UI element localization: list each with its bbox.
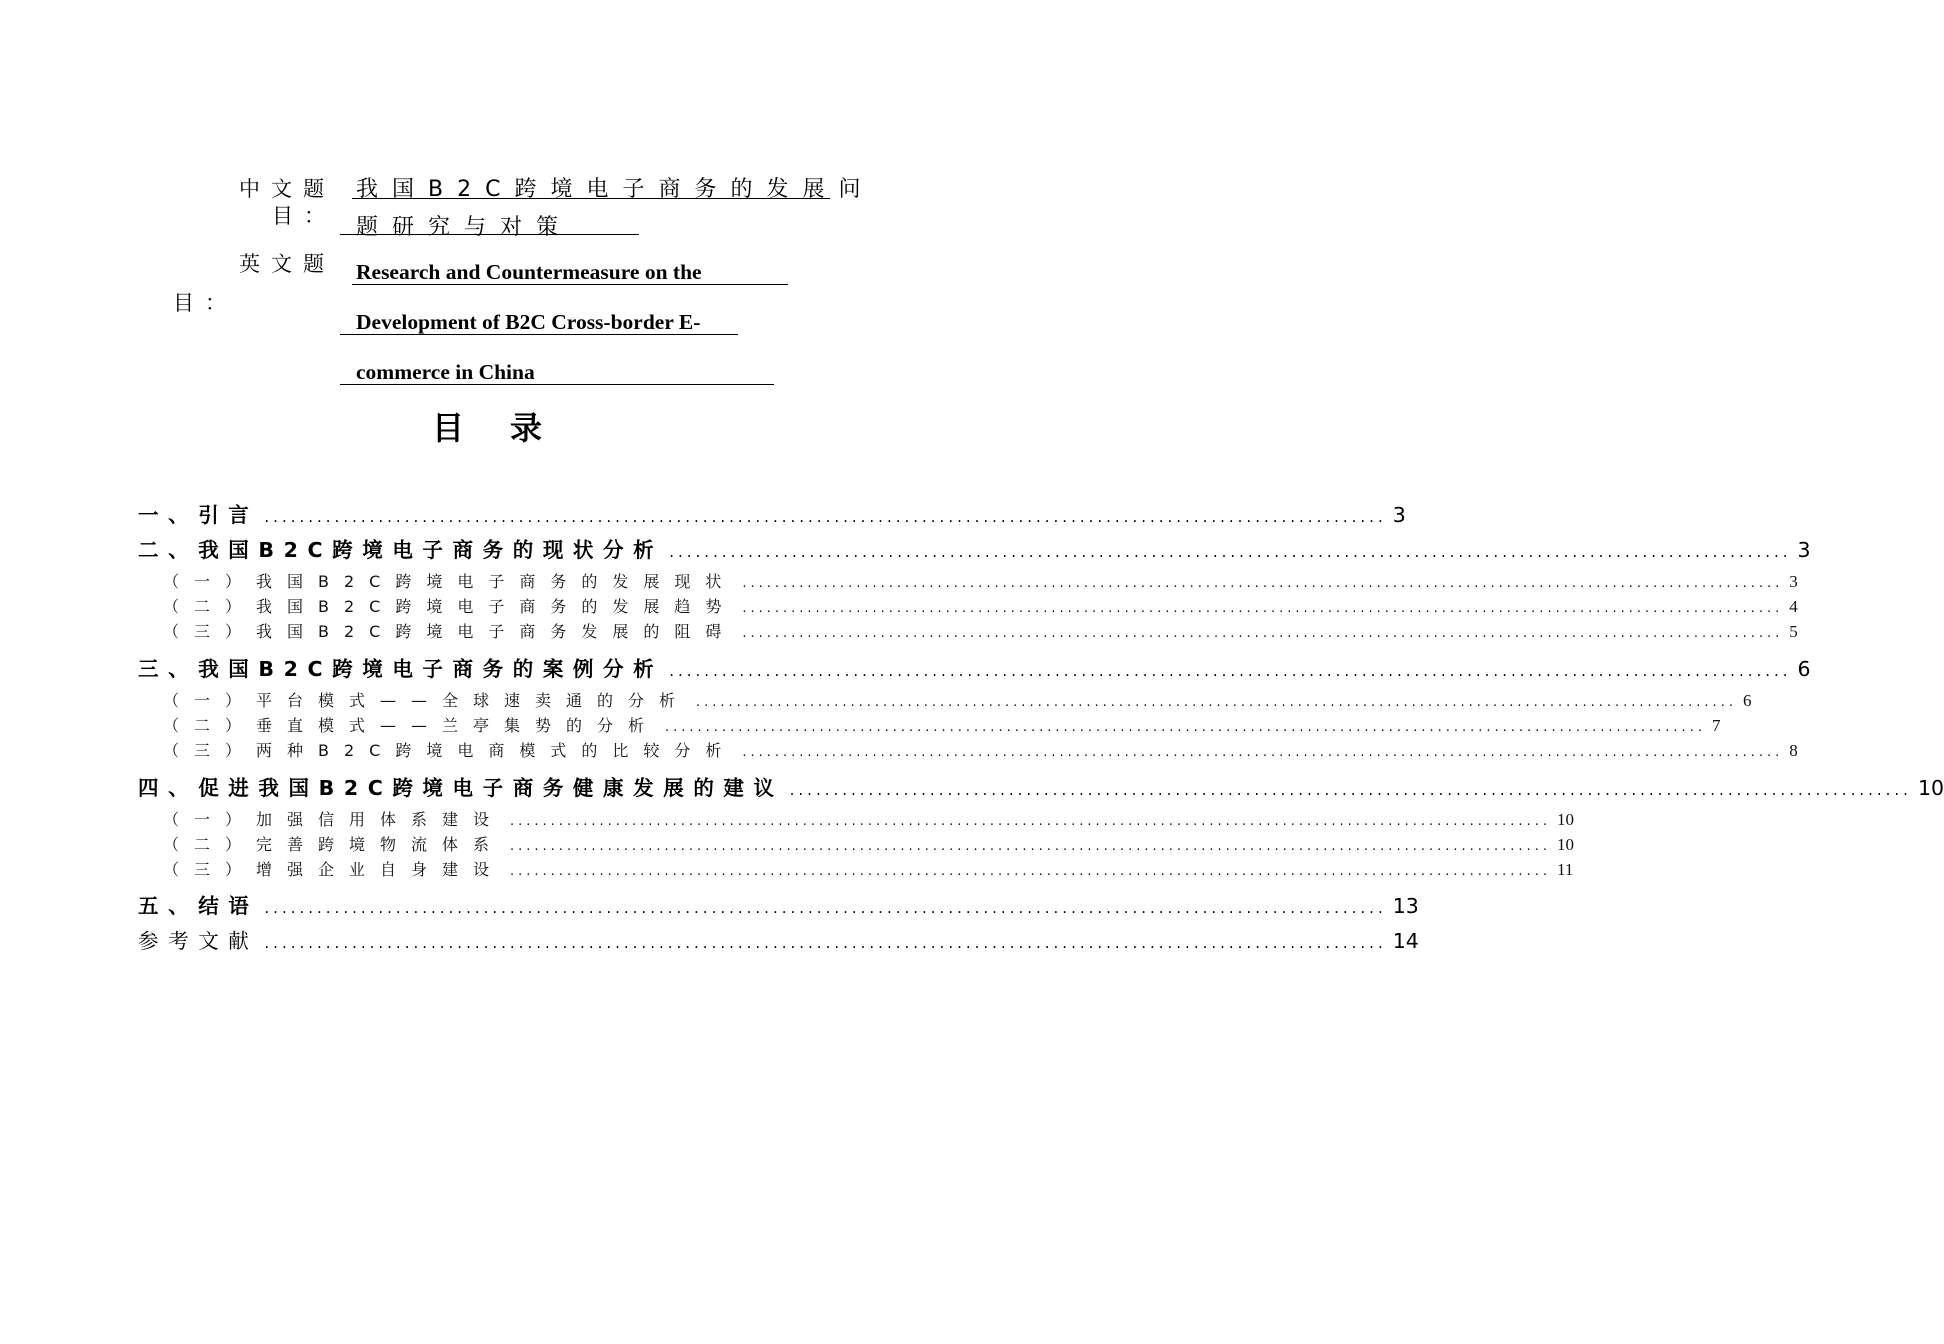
toc-entry-text: 一、引言 xyxy=(138,503,259,527)
toc-entry-text: （一）我国B2C跨境电子商务的发展现状 xyxy=(163,572,737,591)
toc-page-number: 3 xyxy=(1392,503,1406,527)
toc-heading: 目录 xyxy=(432,409,589,447)
toc-page-number: 3 xyxy=(1789,572,1798,591)
toc-page-number: 3 xyxy=(1797,538,1811,562)
cn-title-label: 中文题 xyxy=(239,177,335,201)
toc-leader: ................................................................................................................................ xyxy=(742,745,1784,760)
toc-leader: ................................................................................................................................ xyxy=(696,695,1737,710)
toc-page-number: 7 xyxy=(1711,716,1721,735)
en-title-label-cont: 目： xyxy=(173,291,237,315)
toc-leader: ................................................................................................................................ xyxy=(264,934,1387,952)
toc-page-number: 14 xyxy=(1392,929,1419,953)
toc-entry-text: 五、结语 xyxy=(138,894,259,918)
toc-entry[interactable] xyxy=(138,924,1419,954)
toc-entry[interactable] xyxy=(163,713,1721,736)
toc-entry[interactable] xyxy=(163,738,1798,761)
toc-entry-text: （三）两种B2C跨境电商模式的比较分析 xyxy=(163,741,737,760)
en-title-line3: commerce in China xyxy=(356,360,535,384)
toc-leader: ................................................................................................................................ xyxy=(742,576,1784,591)
toc-entry[interactable] xyxy=(138,498,1406,528)
en-title-underline-3 xyxy=(340,384,774,385)
toc-entry[interactable] xyxy=(163,688,1752,711)
en-title-label: 英文题 xyxy=(239,252,335,276)
cn-title-underline-1 xyxy=(352,198,830,199)
en-title-underline-2 xyxy=(340,334,738,335)
toc-entry-text: （一）加强信用体系建设 xyxy=(163,810,505,829)
toc-page-number: 8 xyxy=(1789,741,1798,760)
cn-title-label-cont: 目： xyxy=(272,204,336,228)
toc-entry[interactable] xyxy=(163,832,1574,855)
toc-page-number: 4 xyxy=(1789,597,1798,616)
toc-entry[interactable] xyxy=(138,652,1811,682)
toc-leader: ................................................................................................................................ xyxy=(789,781,1912,799)
toc-entry-text: （三）我国B2C跨境电子商务发展的阻碍 xyxy=(163,622,737,641)
toc-entry[interactable] xyxy=(163,619,1798,642)
toc-entry[interactable] xyxy=(138,771,1944,801)
cn-title-underline-2 xyxy=(340,234,639,235)
toc-page-number: 6 xyxy=(1797,657,1811,681)
toc-leader: ................................................................................................................................ xyxy=(510,814,1551,829)
toc-entry-text: （二）垂直模式——兰亭集势的分析 xyxy=(163,716,660,735)
toc-entry-text: 三、我国B2C跨境电子商务的案例分析 xyxy=(138,657,664,681)
toc-entry[interactable] xyxy=(138,533,1811,563)
toc-entry-text: （三）增强企业自身建设 xyxy=(163,860,505,879)
toc-leader: ................................................................................................................................ xyxy=(264,899,1387,917)
toc-entry-text: （一）平台模式——全球速卖通的分析 xyxy=(163,691,691,710)
en-title-line2: Development of B2C Cross-border E- xyxy=(356,310,701,334)
toc-entry-text: 四、促进我国B2C跨境电子商务健康发展的建议 xyxy=(138,776,784,800)
toc-page-number: 10 xyxy=(1556,835,1574,854)
toc-page-number: 11 xyxy=(1556,860,1574,879)
en-title-line1: Research and Countermeasure on the xyxy=(356,260,702,284)
toc-leader: ................................................................................................................................ xyxy=(510,839,1551,854)
toc-page-number: 10 xyxy=(1556,810,1574,829)
toc-leader: ................................................................................................................................ xyxy=(264,508,1387,526)
toc-entry[interactable] xyxy=(138,889,1419,919)
toc-entry[interactable] xyxy=(163,569,1798,592)
toc-page-number: 5 xyxy=(1789,622,1798,641)
toc-leader: ................................................................................................................................ xyxy=(669,543,1792,561)
toc-entry[interactable] xyxy=(163,857,1574,880)
cn-title-line1: 我国B2C跨境电子商务的发展问 xyxy=(356,177,875,202)
toc-leader: ................................................................................................................................ xyxy=(665,720,1706,735)
toc-entry[interactable] xyxy=(163,807,1574,830)
toc-leader: ................................................................................................................................ xyxy=(510,864,1551,879)
toc-entry-text: （二）我国B2C跨境电子商务的发展趋势 xyxy=(163,597,737,616)
toc-entry[interactable] xyxy=(163,594,1798,617)
toc-page-number: 13 xyxy=(1392,894,1419,918)
toc-entry-text: 二、我国B2C跨境电子商务的现状分析 xyxy=(138,538,664,562)
cn-title-line2: 题研究与对策 xyxy=(356,215,573,240)
toc-entry-text: （二）完善跨境物流体系 xyxy=(163,835,505,854)
toc-entry-text: 参考文献 xyxy=(138,929,259,953)
en-title-underline-1 xyxy=(352,284,788,285)
toc-leader: ................................................................................................................................ xyxy=(669,662,1792,680)
toc-leader: ................................................................................................................................ xyxy=(742,626,1784,641)
toc-leader: ................................................................................................................................ xyxy=(742,601,1784,616)
toc-page-number: 6 xyxy=(1742,691,1752,710)
toc-page-number: 10 xyxy=(1917,776,1944,800)
